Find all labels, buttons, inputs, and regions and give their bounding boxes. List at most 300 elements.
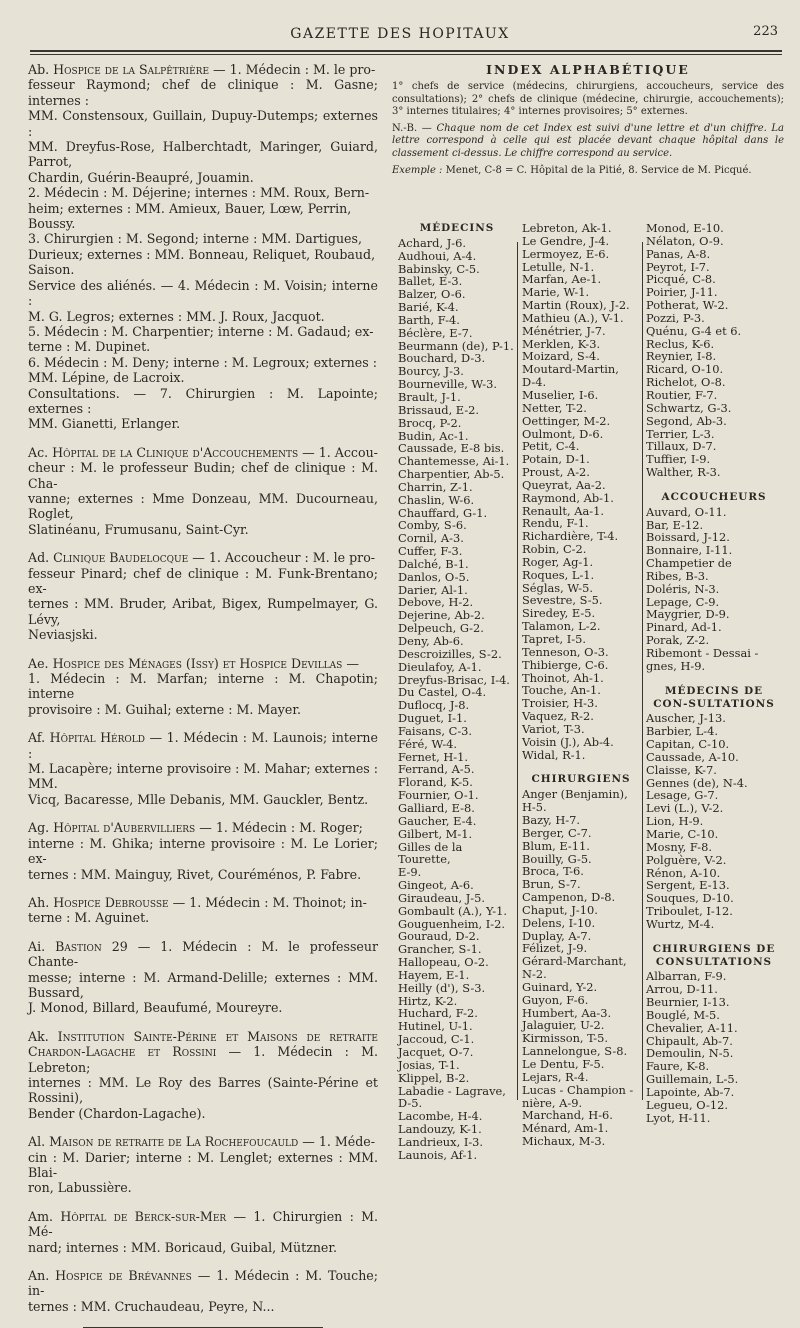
index-name: Sevestre, S-5. xyxy=(522,593,603,608)
index-name: Balzer, O-6. xyxy=(398,287,466,302)
entry-line: interne : M. Ghika; interne provisoire : M. Le Lorier; ex- xyxy=(28,835,378,867)
index-name: nière, A-9. xyxy=(522,1095,583,1110)
index-name: Arrou, D-11. xyxy=(646,982,718,997)
entry-line: ternes : MM. Cruchaudeau, Peyre, N... xyxy=(28,1298,275,1314)
index-name: Troisier, H-3. xyxy=(522,696,598,711)
index-name: Danlos, O-5. xyxy=(398,569,470,584)
index-section-heading: CHIRURGIENS DE CONSULTATIONS xyxy=(652,942,776,968)
index-name: Champetier de xyxy=(646,556,732,571)
entry-line: messe; interne : M. Armand-Delille; externes : MM. Bussard, xyxy=(28,969,378,1000)
hospital-entry xyxy=(28,1209,378,1255)
entry-line: vanne; externes : Mme Donzeau, MM. Ducourneau, Roglet, xyxy=(28,490,378,522)
header-rule xyxy=(30,50,782,52)
index-name: Hirtz, K-2. xyxy=(398,993,458,1008)
index-name: Queyrat, Aa-2. xyxy=(522,477,606,492)
index-name: Gérard-Marchant, xyxy=(522,954,627,969)
index-name: Duplay, A-7. xyxy=(522,928,592,943)
index-name: Brault, J-1. xyxy=(398,389,461,404)
index-name: Séglas, W-5. xyxy=(522,580,593,595)
index-name: Launois, Af-1. xyxy=(398,1147,478,1162)
index-name: Jacquet, O-7. xyxy=(398,1045,474,1059)
index-name: Delpeuch, G-2. xyxy=(398,621,484,636)
index-name: Deny, Ab-6. xyxy=(398,634,464,648)
index-name: Bouglé, M-5. xyxy=(646,1007,720,1022)
entry-line: fesseur Pinard; chef de clinique : M. Funk-Brentano; ex- xyxy=(28,565,378,596)
index-name: Maygrier, D-9. xyxy=(646,607,730,622)
index-name: Roques, L-1. xyxy=(522,567,595,582)
index-name: Merklen, K-3. xyxy=(522,336,601,351)
index-name: Widal, R-1. xyxy=(522,747,586,762)
entry-line: nard; internes : MM. Boricaud, Guibal, Mützner. xyxy=(28,1239,338,1255)
hospital-listing-column xyxy=(28,62,378,1328)
heading-medecins: MÉDECINS xyxy=(419,222,495,234)
index-name: Blum, E-11. xyxy=(522,838,590,853)
entry-text: — 1. Médecin : M. Touche; in- xyxy=(28,1268,379,1299)
entry-line xyxy=(28,820,378,835)
hospital-entry xyxy=(28,730,378,807)
index-name: Lannelongue, S-8. xyxy=(522,1044,628,1059)
index-name: Lejars, R-4. xyxy=(522,1069,589,1084)
index-name: Beurmann (de), P-1. xyxy=(398,338,514,353)
index-name: Fournier, O-1. xyxy=(398,788,479,803)
index-name: Kirmisson, T-5. xyxy=(522,1031,609,1046)
index-name: Fernet, H-1. xyxy=(398,749,469,764)
index-name: Jaccoud, C-1. xyxy=(398,1032,475,1047)
index-name: Talamon, L-2. xyxy=(522,619,601,634)
entry-text: — 1. Médecin : M. Thoinot; in- xyxy=(172,894,367,910)
entry-line: MM. Constensoux, Guillain, Dupuy-Dutemps; externes : xyxy=(28,108,378,139)
entry-line: 5. Médecin : M. Charpentier; interne : M. Gadaud; ex- xyxy=(28,323,374,339)
index-name: Potain, D-1. xyxy=(522,452,590,467)
index-name: Marie, C-10. xyxy=(646,826,719,841)
entry-code: Al. xyxy=(28,1134,50,1150)
alphabetical-index xyxy=(392,62,785,1162)
index-name: Guinard, Y-2. xyxy=(522,979,598,994)
index-name: Claisse, K-7. xyxy=(646,762,717,777)
index-name: Ribes, B-3. xyxy=(646,568,709,583)
index-name: Hutinel, U-1. xyxy=(398,1019,473,1034)
entry-place: Hôpital de Berck-sur-Mer xyxy=(60,1208,234,1224)
index-name: Levi (L.), V-2. xyxy=(646,801,724,816)
index-example xyxy=(392,165,784,178)
entry-line xyxy=(28,1209,378,1240)
index-column-1 xyxy=(398,222,516,1162)
index-name: Thoinot, Ah-1. xyxy=(522,670,604,685)
entry-code: Ak. xyxy=(28,1028,58,1044)
entry-line: Chardin, Guérin-Beaupré, Jouamin. xyxy=(28,169,254,185)
index-name: Dreyfus-Brisac, I-4. xyxy=(398,672,510,687)
index-name: Variot, T-3. xyxy=(522,721,585,736)
entry-line: terne : M. Dupinet. xyxy=(28,339,151,355)
index-name: Budin, Ac-1. xyxy=(398,428,469,443)
index-name: Campenon, D-8. xyxy=(522,890,616,905)
hospital-entry xyxy=(28,1268,378,1314)
index-name: Tillaux, D-7. xyxy=(646,439,717,454)
index-name: Féré, W-4. xyxy=(398,736,458,751)
index-name: Polguère, V-2. xyxy=(646,852,727,867)
index-name: Ricard, O-10. xyxy=(646,362,724,377)
index-name: Caussade, E-8 bis. xyxy=(398,441,505,456)
index-name: Chauffard, G-1. xyxy=(398,505,488,520)
entry-line: Vicq, Bacaresse, Mlle Debanis, MM. Gauckler, Bentz. xyxy=(28,791,369,807)
index-name: Babinsky, C-5. xyxy=(398,261,480,276)
hospital-entry xyxy=(28,656,378,718)
entry-line xyxy=(28,1029,378,1075)
index-name: Barth, F-4. xyxy=(398,312,460,327)
index-name: Oulmont, D-6. xyxy=(522,426,604,441)
index-name: H-5. xyxy=(522,800,547,815)
entry-place: Hôpital Hérold xyxy=(49,730,150,746)
entry-place: Hôpital de la Clinique d'Accouchements xyxy=(52,444,303,460)
index-name: Duflocq, J-8. xyxy=(398,698,470,713)
index-name: Comby, S-6. xyxy=(398,518,467,533)
entry-line: ternes : MM. Bruder, Aribat, Bigex, Rumpelmayer, G. Lévy, xyxy=(28,596,378,627)
index-name: Roger, Ag-1. xyxy=(522,554,594,569)
index-name: Brun, S-7. xyxy=(522,877,581,892)
index-columns xyxy=(392,221,784,1162)
index-name: Moizard, S-4. xyxy=(522,349,600,364)
entry-place: Hospice des Ménages (Issy) et Hospice Devillas xyxy=(52,655,347,671)
index-name: Ménétrier, J-7. xyxy=(522,323,606,338)
entry-line: MM. Dreyfus-Rose, Halberchtadt, Maringer, Guiard, Parrot, xyxy=(28,139,378,170)
index-name: Martin (Roux), J-2. xyxy=(522,298,630,313)
index-name: Petit, C-4. xyxy=(522,439,580,454)
index-name: Vaquez, R-2. xyxy=(522,709,594,724)
index-name: Gilbert, M-1. xyxy=(398,826,473,841)
entry-line: Boussy. xyxy=(28,216,76,232)
index-name: Chaslin, W-6. xyxy=(398,492,475,507)
entry-line: terne : M. Aguinet. xyxy=(28,910,150,926)
entry-line xyxy=(28,445,378,460)
index-name: Voisin (J.), Ab-4. xyxy=(522,734,614,749)
index-name: Lucas - Champion - xyxy=(522,1082,634,1097)
index-name: Gennes (de), N-4. xyxy=(646,775,748,790)
index-name: Richardière, T-4. xyxy=(522,529,619,544)
index-name: Florand, K-5. xyxy=(398,775,473,790)
index-name: Landrieux, I-3. xyxy=(398,1134,484,1149)
entry-line: 3. Chirurgien : M. Segond; interne : MM. Dartigues, xyxy=(28,231,362,247)
index-name: Segond, Ab-3. xyxy=(646,413,727,428)
index-name: Routier, F-7. xyxy=(646,387,718,402)
entry-line: M. Lacapère; interne provisoire : M. Mahar; externes : MM. xyxy=(28,761,378,792)
hospital-entry xyxy=(28,550,378,642)
entry-line: Bender (Chardon-Lagache). xyxy=(28,1105,206,1121)
index-legend: 1° chefs de service (médecins, chirurgiens, accoucheurs, service des consultations); 2° chefs de clinique (médecine, chirurgie, accouchements); 3° internes titulaires; 4° internes provisoires; 5° externes. xyxy=(392,81,784,118)
entry-text: — 1. Accoucheur : M. le pro- xyxy=(192,550,376,566)
index-name: Porak, Z-2. xyxy=(646,633,710,648)
index-name: Chevalier, A-11. xyxy=(646,1020,738,1035)
entry-text: — 1. Accou- xyxy=(302,444,378,460)
index-name: Achard, J-6. xyxy=(398,235,466,250)
index-name: Descroizilles, S-2. xyxy=(398,646,502,661)
entry-code: Ah. xyxy=(28,894,54,910)
entry-code: Af. xyxy=(28,730,50,746)
index-name: Touche, An-1. xyxy=(522,683,601,698)
entry-text: — 1. Médecin : M. Lebreton; xyxy=(28,1044,378,1075)
index-name: Lapointe, Ab-7. xyxy=(646,1085,735,1099)
entry-code: Ai. xyxy=(28,938,56,954)
index-name: Lacombe, H-4. xyxy=(398,1109,483,1124)
column-divider xyxy=(642,242,643,1100)
index-name: Chantemesse, Ai-1. xyxy=(398,454,510,469)
index-name: Souques, D-10. xyxy=(646,891,734,906)
index-name: Michaux, M-3. xyxy=(522,1134,606,1149)
index-name: Lepage, C-9. xyxy=(646,594,720,609)
index-name: Le Dentu, F-5. xyxy=(522,1057,605,1071)
note-label: N.-B. — xyxy=(392,122,432,134)
entry-code: Ab. xyxy=(28,62,54,77)
index-title: INDEX ALPHABÉTIQUE xyxy=(486,62,690,77)
entry-line: J. Monod, Billard, Beaufumé, Moureyre. xyxy=(28,1000,283,1016)
index-name: Humbert, Aa-3. xyxy=(522,1005,612,1020)
entry-line: cin : M. Darier; interne : M. Lenglet; externes : MM. Blai- xyxy=(28,1149,378,1180)
index-name: Duguet, I-1. xyxy=(398,711,467,726)
entry-line: 1. Médecin : M. Marfan; interne : M. Chapotin; interne xyxy=(28,671,378,702)
index-name: Thibierge, C-6. xyxy=(522,657,609,672)
index-name: Darier, Al-1. xyxy=(398,582,468,597)
index-name: Albarran, F-9. xyxy=(646,969,727,984)
index-name: Dieulafoy, A-1. xyxy=(398,659,482,674)
entry-place: Hospice Debrousse xyxy=(53,894,173,910)
entry-line: fesseur Raymond; chef de clinique : M. Gasne; internes : xyxy=(28,77,378,108)
index-name: Cuffer, F-3. xyxy=(398,544,463,559)
index-name: Gouraud, D-2. xyxy=(398,929,480,944)
index-name: Monod, E-10. xyxy=(646,221,724,235)
index-name: Reynier, I-8. xyxy=(646,349,717,364)
entry-line: internes : MM. Le Roy des Barres (Sainte-Périne et Rossini), xyxy=(28,1074,378,1106)
entry-line: 2. Médecin : M. Déjerine; internes : MM. Roux, Bern- xyxy=(28,185,370,201)
index-name: Dalché, B-1. xyxy=(398,556,469,571)
entry-line xyxy=(28,895,378,910)
index-name: Rendu, F-1. xyxy=(522,516,589,531)
index-name: Galliard, E-8. xyxy=(398,800,475,815)
index-name: Delens, I-10. xyxy=(522,915,596,930)
page-header xyxy=(0,22,800,46)
index-name: Boissard, J-12. xyxy=(646,530,730,545)
index-name: Barbier, L-4. xyxy=(646,724,718,739)
index-name: Mathieu (A.), V-1. xyxy=(522,310,624,325)
index-section-heading: MÉDECINS DE CON-SULTATIONS xyxy=(653,684,775,710)
index-name: Brissaud, E-2. xyxy=(398,402,480,417)
index-name: Guillemain, L-5. xyxy=(646,1072,739,1087)
entry-line xyxy=(28,1268,378,1299)
index-name: Cornil, A-3. xyxy=(398,531,464,546)
index-name: Gouguenheim, I-2. xyxy=(398,916,505,931)
index-name: Doléris, N-3. xyxy=(646,581,720,596)
index-name: Béclère, E-7. xyxy=(398,325,473,340)
entry-line xyxy=(28,550,378,565)
index-name: Oettinger, M-2. xyxy=(522,413,611,428)
entry-line: MM. Lépine, de Lacroix. xyxy=(28,370,185,386)
column-divider xyxy=(517,242,518,1100)
entry-line: ron, Labussière. xyxy=(28,1180,132,1196)
index-name: Du Castel, O-4. xyxy=(398,685,487,700)
index-name: Walther, R-3. xyxy=(646,465,721,480)
index-name: Heilly (d'), S-3. xyxy=(398,980,486,995)
entry-place: Bastion 29 xyxy=(55,938,138,954)
index-name: Sergent, E-13. xyxy=(646,878,730,893)
index-name: Hayem, E-1. xyxy=(398,967,470,982)
index-name: Berger, C-7. xyxy=(522,825,592,840)
index-name: Ballet, E-3. xyxy=(398,274,463,289)
index-name: Nélaton, O-9. xyxy=(646,233,724,248)
index-name: Marfan, Ae-1. xyxy=(522,272,602,287)
index-name: Caussade, A-10. xyxy=(646,749,739,764)
index-note xyxy=(392,123,784,161)
index-name: Bar, E-12. xyxy=(646,517,704,532)
index-section-heading: CHIRURGIENS xyxy=(531,773,631,786)
index-name: Chaput, J-10. xyxy=(522,902,598,917)
index-name: Bouilly, G-5. xyxy=(522,851,592,866)
index-name: Klippel, B-2. xyxy=(398,1070,470,1085)
index-name: Tapret, I-5. xyxy=(522,632,587,646)
index-name: Richelot, O-8. xyxy=(646,375,726,390)
index-name: Charrin, Z-1. xyxy=(398,479,473,494)
note-text: Chaque nom de cet Index est suivi d'une lettre et d'un chiffre. La lettre correspond à celle qui est placée devant chaque hôpital dans le classement ci-dessus. Le chiffre correspond au service. xyxy=(392,122,785,159)
entry-line: Slatinéanu, Frumusanu, Saint-Cyr. xyxy=(28,521,249,537)
index-name: Bonnaire, I-11. xyxy=(646,543,733,558)
entry-line: Neviasjski. xyxy=(28,627,98,643)
entry-place: Institution Sainte-Périne et Maisons de retraite Chardon-Lagache et Rossini xyxy=(28,1028,378,1060)
entry-text: — 1. Chirurgien : M. Mé- xyxy=(28,1208,379,1240)
entry-code: Ac. xyxy=(28,444,53,460)
entry-line: provisoire : M. Guihal; externe : M. Mayer. xyxy=(28,701,302,717)
entry-place: Hospice de la Salpêtrière xyxy=(53,62,214,77)
example-text: Menet, C-8 = C. Hôpital de la Pitié, 8. Service de M. Picqué. xyxy=(445,164,752,176)
entry-line xyxy=(28,730,378,761)
header-rule-thin xyxy=(30,54,782,55)
index-name: Legueu, O-12. xyxy=(646,1097,728,1112)
index-name: Renault, Aa-1. xyxy=(522,503,604,518)
entry-place: Hospice de Brévannes xyxy=(55,1268,198,1284)
hospital-entry xyxy=(28,939,378,1016)
index-name: Netter, T-2. xyxy=(522,400,587,415)
index-name: Dejerine, Ab-2. xyxy=(398,608,485,623)
index-name: Robin, C-2. xyxy=(522,542,587,557)
index-name: Mosny, F-8. xyxy=(646,839,712,854)
entry-code: Am. xyxy=(28,1208,61,1224)
entry-code: Ad. xyxy=(28,550,54,566)
index-name: Tenneson, O-3. xyxy=(522,644,609,659)
index-name: Quénu, G-4 et 6. xyxy=(646,323,742,338)
index-name: N-2. xyxy=(522,967,547,982)
entry-line: M. G. Legros; externes : MM. J. Roux, Jacquot. xyxy=(28,308,325,324)
entry-line: heim; externes : MM. Amieux, Bauer, Lœw, Perrin, xyxy=(28,200,352,216)
running-title: GAZETTE DES HOPITAUX xyxy=(290,26,510,42)
hospital-entry xyxy=(28,62,378,432)
index-name: Ferrand, A-5. xyxy=(398,762,475,777)
entry-line: MM. Gianetti, Erlanger. xyxy=(28,416,181,432)
entry-line: ternes : MM. Mainguy, Rivet, Couréménos, P. Fabre. xyxy=(28,866,362,882)
index-name: Tuffier, I-9. xyxy=(646,452,711,467)
index-name: Gilles de la Tourette, xyxy=(398,839,463,867)
index-name: E-9. xyxy=(398,865,422,880)
index-name: Pinard, Ad-1. xyxy=(646,620,722,635)
entry-line xyxy=(28,939,378,970)
index-name: Moutard-Martin, xyxy=(522,362,619,377)
index-name: Reclus, K-6. xyxy=(646,336,715,351)
entry-line: Durieux; externes : MM. Bonneau, Reliquet, Roubaud, xyxy=(28,246,376,262)
hospital-entry xyxy=(28,1029,378,1121)
entry-text: — 1. Médecin : M. Roger; xyxy=(199,820,363,836)
index-name: Charpentier, Ab-5. xyxy=(398,467,505,482)
index-name: Josias, T-1. xyxy=(398,1057,460,1072)
index-name: Faure, K-8. xyxy=(646,1059,710,1074)
index-name: Capitan, C-10. xyxy=(646,737,730,752)
entry-line xyxy=(28,656,378,671)
index-name: Gombault (A.), Y-1. xyxy=(398,903,507,918)
entry-line xyxy=(28,1134,378,1149)
index-name: Marchand, H-6. xyxy=(522,1108,613,1123)
index-name: Rénon, A-10. xyxy=(646,865,721,880)
index-name: D-5. xyxy=(398,1096,423,1111)
index-name: Panas, A-8. xyxy=(646,246,711,261)
entry-line: Consultations. — 7. Chirurgien : M. Lapointe; externes : xyxy=(28,385,378,416)
index-name: Siredey, E-5. xyxy=(522,606,596,621)
entry-code: Ag. xyxy=(28,820,54,836)
index-column-3 xyxy=(646,222,782,1125)
index-name: Landouzy, K-1. xyxy=(398,1122,482,1137)
entry-line: Saison. xyxy=(28,262,75,278)
index-name: Bazy, H-7. xyxy=(522,812,580,827)
entry-place: Clinique Baudelocque xyxy=(53,550,193,566)
hospital-entry xyxy=(28,895,378,926)
index-name: Chipault, Ab-7. xyxy=(646,1033,733,1048)
index-name: Marie, W-1. xyxy=(522,285,590,300)
index-name: Schwartz, G-3. xyxy=(646,400,732,415)
entry-text: — xyxy=(346,655,359,671)
index-name: Grancher, S-1. xyxy=(398,942,482,957)
hospital-entry xyxy=(28,445,378,537)
entry-line: cheur : M. le professeur Budin; chef de clinique : M. Cha- xyxy=(28,460,378,491)
index-name: Raymond, Ab-1. xyxy=(522,490,614,505)
example-label: Exemple : xyxy=(392,164,443,176)
index-name: Bouchard, D-3. xyxy=(398,351,486,366)
index-name: Auscher, J-13. xyxy=(646,711,726,726)
index-name: Jalaguier, U-2. xyxy=(522,1018,605,1033)
index-name: Barié, K-4. xyxy=(398,300,459,315)
index-name: Terrier, L-3. xyxy=(646,426,715,441)
index-name: D-4. xyxy=(522,375,547,390)
index-name: Faisans, C-3. xyxy=(398,723,473,738)
index-name: Proust, A-2. xyxy=(522,465,590,480)
index-name: Picqué, C-8. xyxy=(646,272,716,287)
entry-text: — 1. Médecin : M. Launois; interne : xyxy=(28,730,379,761)
entry-line: Service des aliénés. — 4. Médecin : M. Voisin; interne : xyxy=(28,277,378,309)
index-name: Giraudeau, J-5. xyxy=(398,890,485,905)
index-name: Lion, H-9. xyxy=(646,814,704,829)
entry-line xyxy=(28,62,378,77)
hospital-entry xyxy=(28,1134,378,1196)
index-name: Anger (Benjamin), xyxy=(522,787,628,802)
entry-place: Maison de retraite de La Rochefoucauld xyxy=(49,1134,303,1150)
index-name: Debove, H-2. xyxy=(398,595,474,610)
index-name: Huchard, F-2. xyxy=(398,1006,478,1021)
index-name: Ribemont - Dessai - xyxy=(646,646,759,660)
index-name: Félizet, J-9. xyxy=(522,941,588,956)
index-name: Ménard, Am-1. xyxy=(522,1121,609,1136)
index-name: Peyrot, I-7. xyxy=(646,259,710,274)
page-number: 223 xyxy=(753,24,778,39)
index-name: Le Gendre, J-4. xyxy=(522,233,610,248)
index-name: Bourneville, W-3. xyxy=(398,377,498,392)
index-name: Lermoyez, E-6. xyxy=(522,246,610,261)
index-name: Wurtz, M-4. xyxy=(646,916,715,931)
index-name: Gingeot, A-6. xyxy=(398,878,474,893)
entry-place: Hôpital d'Aubervilliers xyxy=(53,820,200,836)
index-name: Bourcy, J-3. xyxy=(398,364,464,379)
index-name: Demoulin, N-5. xyxy=(646,1046,734,1061)
